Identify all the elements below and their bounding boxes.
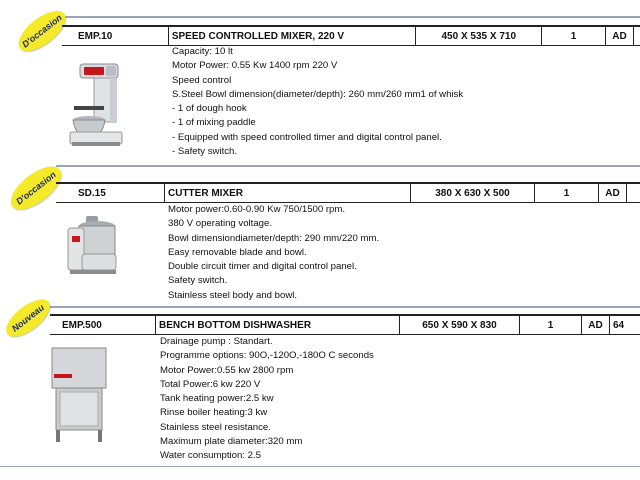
product-extra (633, 27, 640, 45)
product-code: SD.15 (78, 187, 106, 199)
product-code: EMP.10 (78, 30, 113, 42)
product-header-row (56, 182, 640, 203)
badge-used: D'occasion (12, 4, 72, 59)
product-extra: 64 (609, 316, 640, 334)
product-unit: AD (605, 27, 633, 45)
product-name: CUTTER MIXER (164, 184, 410, 202)
spec-line: Capacity: 10 lt (172, 46, 233, 57)
product-dimensions: 380 X 630 X 500 (410, 184, 534, 202)
product-unit: AD (598, 184, 626, 202)
stand-mixer-icon (66, 62, 128, 148)
spec-line: Stainless steel resistance. (160, 421, 271, 433)
spec-line: Motor Power:0.55 kw 2800 rpm (160, 364, 294, 376)
spec-line: - Equipped with speed controlled timer and digital control panel. (172, 131, 442, 143)
spec-line: 380 V operating voltage. (168, 218, 273, 230)
spec-line: Motor power:0.60-0.90 Kw 750/1500 rpm. (168, 204, 346, 215)
spec-line: Speed control (172, 74, 232, 86)
page-bottom-rule (0, 466, 640, 467)
spec-line: Tank heating power:2.5 kw (160, 393, 274, 405)
spec-line: Maximum plate diameter:320 mm (160, 436, 303, 448)
spec-line: Water consumption: 2.5 (160, 450, 261, 462)
spec-line: S.Steel Bowl dimension(diameter/depth): 260 mm/260 mm1 of whisk (172, 88, 464, 100)
product-header-row (50, 314, 640, 335)
spec-line: Bowl dimensiondiameter/depth: 290 mm/220 mm. (168, 232, 380, 244)
spec-line: - 1 of dough hook (172, 103, 247, 115)
section-rule (50, 306, 640, 308)
product-quantity: 1 (534, 184, 598, 202)
section-rule (60, 16, 640, 18)
product-name: SPEED CONTROLLED MIXER, 220 V (168, 27, 416, 45)
badge-new: Nouveau (0, 293, 56, 344)
product-extra (626, 184, 640, 202)
section-rule (56, 165, 640, 167)
product-description (172, 45, 463, 159)
product-description (160, 335, 374, 464)
spec-line: Motor Power: 0.55 Kw 1400 rpm 220 V (172, 60, 338, 72)
product-header-row (62, 25, 640, 46)
product-quantity: 1 (541, 27, 605, 45)
product-quantity: 1 (519, 316, 581, 334)
spec-line: Total Power:6 kw 220 V (160, 378, 261, 390)
spec-line: Safety switch. (168, 275, 228, 287)
spec-line: - 1 of mixing paddle (172, 117, 256, 129)
spec-line: - Safety switch. (172, 146, 238, 158)
product-dimensions: 650 X 590 X 830 (399, 316, 519, 334)
spec-line: Drainage pump : Standart. (160, 336, 273, 347)
product-dimensions: 450 X 535 X 710 (415, 27, 541, 45)
spec-line: Rinse boiler heating:3 kw (160, 407, 268, 419)
product-unit: AD (581, 316, 609, 334)
product-code: EMP.500 (62, 319, 102, 331)
spec-line: Programme options: 90O,-120O,-180O C seconds (160, 350, 374, 362)
product-description (168, 203, 379, 303)
product-name: BENCH BOTTOM DISHWASHER (155, 316, 399, 334)
spec-line: Easy removable blade and bowl. (168, 246, 307, 258)
badge-used: D'occasion (4, 158, 69, 217)
spec-line: Stainless steel body and bowl. (168, 289, 298, 301)
cutter-mixer-icon (64, 214, 122, 276)
hood-dishwasher-icon (50, 346, 108, 444)
spec-line: Double circuit timer and digital control panel. (168, 261, 357, 273)
